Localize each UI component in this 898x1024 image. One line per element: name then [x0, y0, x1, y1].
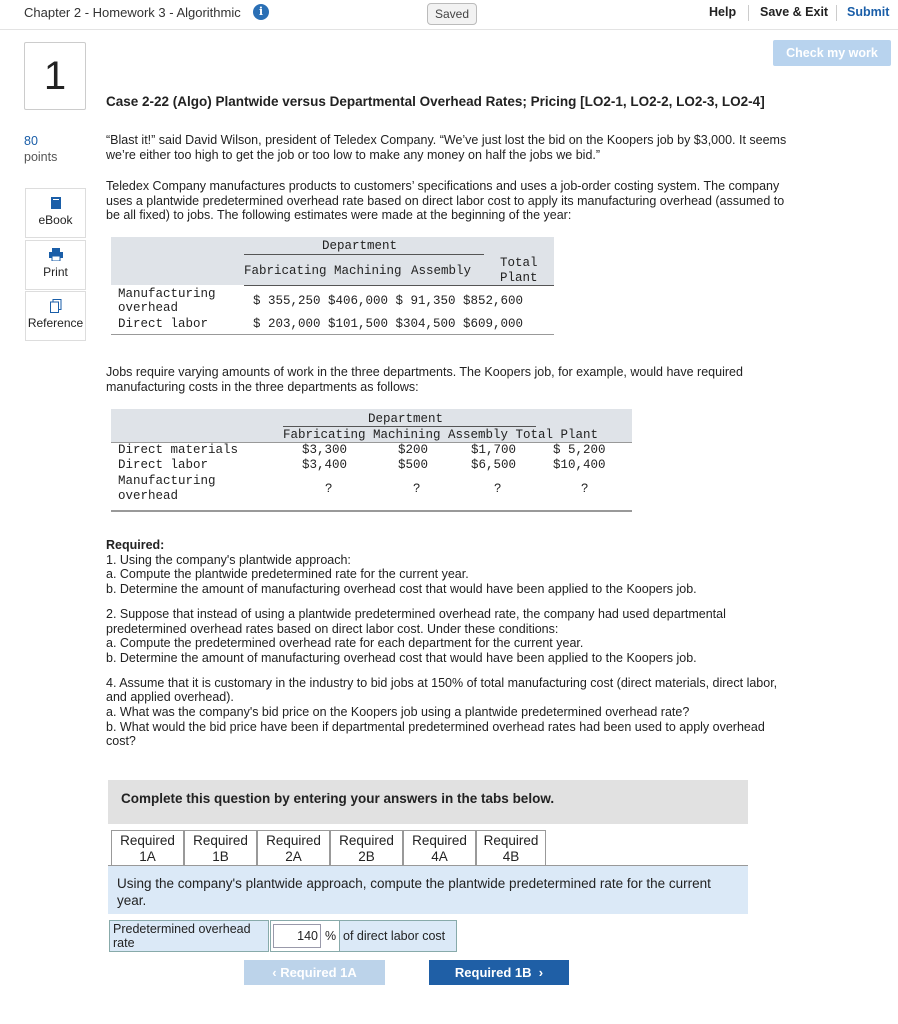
chevron-right-icon: ›: [531, 965, 544, 980]
required-line: 1. Using the company's plantwide approach:: [106, 552, 351, 567]
prev-tab-button[interactable]: [244, 960, 385, 985]
table1-col-fabricating: Fabricating: [244, 264, 327, 278]
submit-link[interactable]: Submit: [847, 5, 890, 19]
required-line: b. Determine the amount of manufacturing overhead cost that would have been applied to the Koopers job.: [106, 582, 697, 597]
table2-cell: $6,500: [471, 458, 517, 472]
table2-row-label: overhead: [118, 489, 179, 503]
table1-row-label: overhead: [118, 301, 179, 315]
tab-label: 1B: [212, 849, 229, 864]
question-number: 1: [24, 42, 86, 110]
table2-cell: $ 5,200: [553, 443, 606, 457]
percent-unit: %: [324, 929, 337, 943]
divider: [836, 5, 837, 21]
next-tab-label: Required 1B: [454, 965, 532, 980]
points-value: 80: [24, 134, 38, 148]
tab-label: 4A: [431, 849, 448, 864]
check-my-work-button[interactable]: Check my work: [773, 40, 891, 66]
table1-row-label: Manufacturing: [118, 287, 216, 301]
required-line: a. Compute the predetermined overhead rate for each department for the current year.: [106, 636, 584, 651]
copy-icon: [26, 299, 85, 313]
tab-instruction-text: Using the company's plantwide approach, compute the plantwide predetermined rate for the current year.: [117, 876, 711, 908]
table1-col-total: Total: [500, 256, 538, 270]
reference-label: Reference: [27, 316, 84, 330]
table2-row-label: Direct materials: [118, 443, 239, 457]
table2-bottom-rule: [111, 510, 632, 512]
print-button[interactable]: [25, 240, 86, 290]
points-label: points: [24, 150, 58, 164]
tab-label: 1A: [139, 849, 156, 864]
instructions-text: Complete this question by entering your answers in the tabs below.: [121, 791, 555, 806]
tab-label: Required: [266, 833, 321, 848]
print-label: Print: [43, 265, 68, 279]
table1-group-rule: [244, 254, 484, 255]
table1-bottom-rule: [111, 334, 554, 335]
next-tab-button[interactable]: [429, 960, 569, 985]
required-title: Required:: [106, 538, 165, 552]
tab-required-1a[interactable]: [111, 830, 184, 866]
table2-cell: ?: [325, 482, 333, 496]
tab-label: 2A: [285, 849, 302, 864]
tab-required-4b[interactable]: [476, 830, 546, 866]
tab-required-1b[interactable]: [184, 830, 257, 866]
prev-tab-label: Required 1A: [280, 965, 357, 980]
tab-label: Required: [483, 833, 539, 848]
reference-button[interactable]: [25, 291, 86, 341]
table2-cell: ?: [413, 482, 421, 496]
table2-cell: $1,700: [471, 443, 517, 457]
required-line: b. What would the bid price have been if departmental predetermined overhead rates had been used to apply overhead cost?: [106, 719, 765, 749]
table2-cell: $3,300: [302, 443, 348, 457]
tab-label: Required: [193, 833, 248, 848]
rate-input-label: Predetermined overhead rate: [109, 920, 269, 952]
table2-cell: $200: [398, 443, 429, 457]
tab-required-4a[interactable]: [403, 830, 476, 866]
intro-paragraph: “Blast it!” said David Wilson, president of Teledex Company. “We’ve just lost the bid on the Koopers job by $3,000. It seems we’re either too high to get the job or too low to make any money on half the jobs we bid.”: [106, 133, 787, 162]
save-exit-link[interactable]: Save & Exit: [760, 5, 829, 19]
tab-label: 2B: [358, 849, 375, 864]
table2-column-headers: Fabricating Machining Assembly Total Plant: [283, 428, 599, 442]
required-line: 2. Suppose that instead of using a plantwide predetermined overhead rate, the company had used departmental predetermined overhead rates based on direct labor cost. Under these conditions:: [106, 606, 726, 636]
ebook-button[interactable]: [25, 188, 86, 238]
tab-required-2a[interactable]: [257, 830, 330, 866]
required-line: 4. Assume that it is customary in the industry to bid jobs at 150% of total manufacturing cost (direct materials, direct labor, and applied overhead).: [106, 675, 778, 705]
table1-group-header: Department: [322, 239, 398, 253]
table1-row-values: $ 355,250 $406,000 $ 91,350 $852,600: [253, 294, 524, 308]
tab-required-2b[interactable]: [330, 830, 403, 866]
table2-cell: $500: [398, 458, 429, 472]
required-line: a. What was the company's bid price on the Koopers job using a plantwide predetermined overhead rate?: [106, 705, 690, 720]
required-section: [106, 538, 796, 749]
table2-cell: ?: [581, 482, 589, 496]
required-line: b. Determine the amount of manufacturing overhead cost that would have been applied to the Koopers job.: [106, 650, 697, 665]
table2-cell: ?: [494, 482, 502, 496]
rate-input[interactable]: 140: [273, 924, 321, 948]
saved-status: Saved: [427, 3, 477, 25]
question-heading: Case 2-22 (Algo) Plantwide versus Departmental Overhead Rates; Pricing [LO2-1, LO2-2, LO2-3, LO2-4]: [106, 94, 765, 109]
required-line: a. Compute the plantwide predetermined rate for the current year.: [106, 567, 469, 582]
tab-label: Required: [412, 833, 467, 848]
jobs-paragraph: Jobs require varying amounts of work in the three departments. The Koopers job, for example, would have required manufacturing costs in the three departments as follows:: [106, 365, 743, 394]
printer-icon: [26, 248, 85, 262]
table2-group-rule: [283, 426, 536, 427]
help-link[interactable]: Help: [709, 5, 737, 19]
divider: [748, 5, 749, 21]
table1-row-values: $ 203,000 $101,500 $304,500 $609,000: [253, 317, 524, 331]
table1-row-label: Direct labor: [118, 317, 209, 331]
tab-label: 4B: [502, 849, 520, 864]
info-icon[interactable]: i: [253, 4, 269, 20]
table1-col-machining: Machining: [334, 264, 402, 278]
table2-row-label: Manufacturing: [118, 474, 216, 488]
tab-label: Required: [120, 833, 175, 848]
chevron-left-icon: ‹: [272, 965, 281, 980]
book-icon: [26, 196, 85, 210]
tab-label: Required: [339, 833, 394, 848]
assignment-title: Chapter 2 - Homework 3 - Algorithmic: [24, 5, 241, 20]
setup-paragraph: Teledex Company manufactures products to customers’ specifications and uses a job-order costing system. The company uses a plantwide predetermined overhead rate based on direct labor cost to apply its manufacturing overhead (assumed to be all fixed) to jobs. The following estimates were made at the beginning of the year:: [106, 179, 785, 222]
table1-header-rule: [244, 285, 554, 286]
table2-row-label: Direct labor: [118, 458, 209, 472]
table2-cell: $10,400: [553, 458, 606, 472]
ebook-label: eBook: [38, 213, 73, 227]
table1-col-plant: Plant: [500, 271, 538, 285]
table2-group-header: Department: [368, 412, 444, 426]
table2-cell: $3,400: [302, 458, 348, 472]
rate-suffix-label: of direct labor cost: [339, 921, 456, 951]
table1-col-assembly: Assembly: [411, 264, 472, 278]
